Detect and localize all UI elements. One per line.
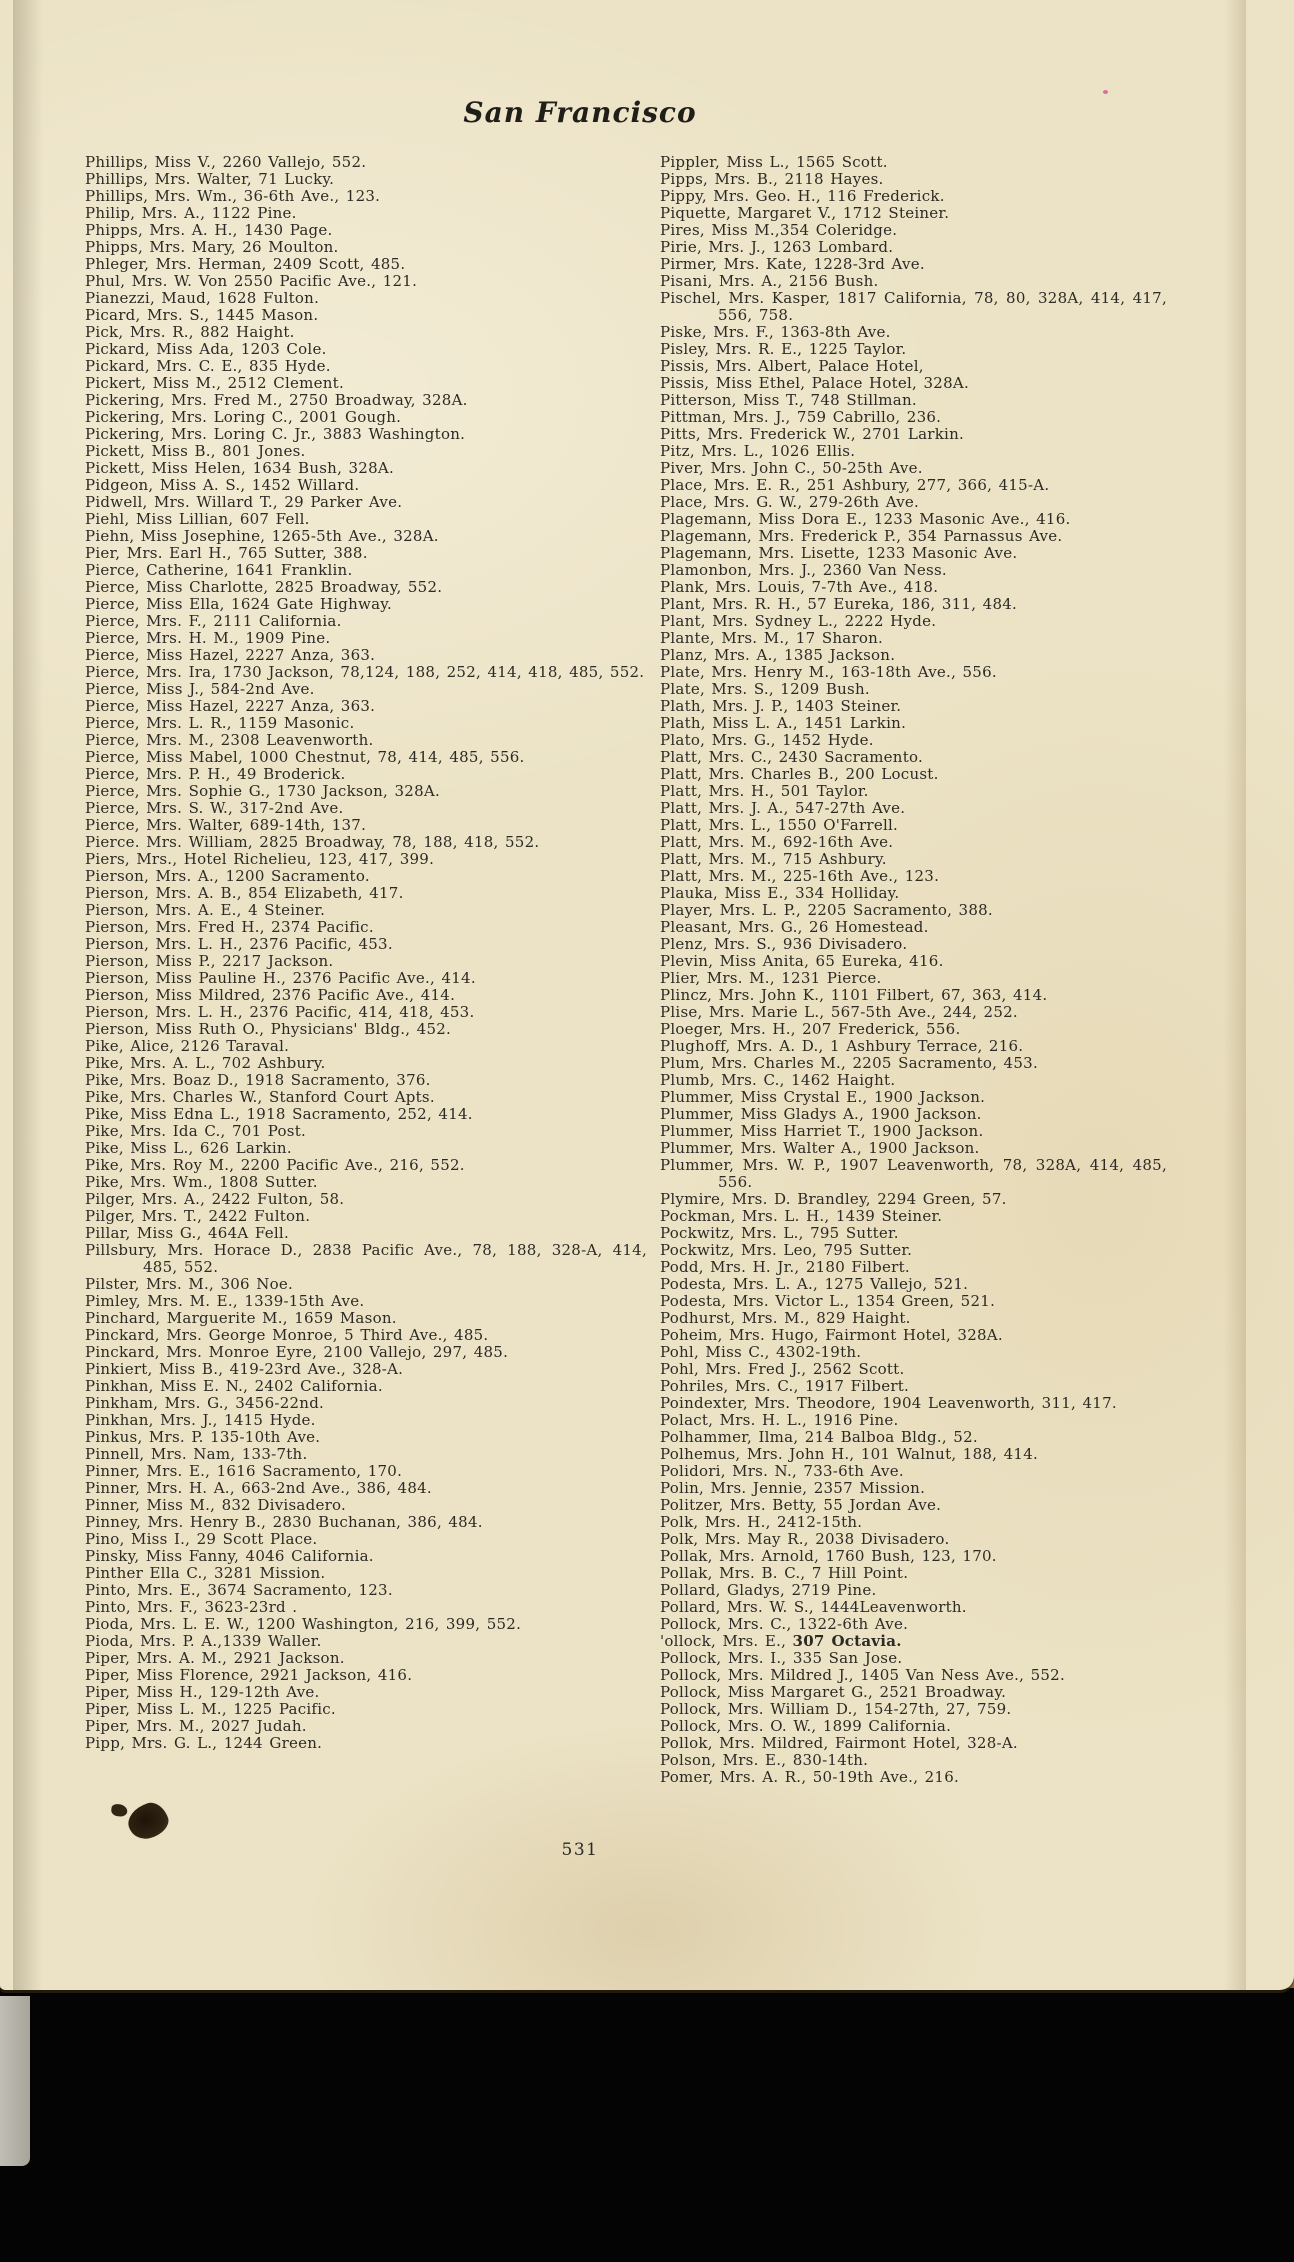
- directory-entry: Plummer, Miss Harriet T., 1900 Jackson.: [660, 1122, 984, 1140]
- directory-entry: Pierce, Mrs. H. M., 1909 Pine.: [85, 629, 331, 647]
- directory-entry: Podhurst, Mrs. M., 829 Haight.: [660, 1309, 911, 1327]
- directory-entry: Plincz, Mrs. John K., 1101 Filbert, 67, 363, 414.: [660, 986, 1048, 1004]
- directory-entry: Pinther Ella C., 3281 Mission.: [85, 1564, 326, 1582]
- directory-entry: Planz, Mrs. A., 1385 Jackson.: [660, 646, 896, 664]
- directory-entry: Phipps, Mrs. Mary, 26 Moulton.: [85, 238, 339, 256]
- directory-entry: Pierce. Mrs. William, 2825 Broadway, 78, 188, 418, 552.: [85, 833, 540, 851]
- directory-entry: Plughoff, Mrs. A. D., 1 Ashbury Terrace, 216.: [660, 1037, 1024, 1055]
- directory-entry: Plato, Mrs. G., 1452 Hyde.: [660, 731, 874, 749]
- directory-entry: Ploeger, Mrs. H., 207 Frederick, 556.: [660, 1020, 961, 1038]
- bottom-left-page-edge: [0, 1996, 30, 2166]
- directory-entry: Pierce, Mrs. Ira, 1730 Jackson, 78,124, 188, 252, 414, 418, 485, 552.: [85, 663, 645, 681]
- page-title: San Francisco: [463, 96, 697, 129]
- directory-entry: Podesta, Mrs. L. A., 1275 Vallejo, 521.: [660, 1275, 969, 1293]
- directory-entry: Pike, Mrs. Ida C., 701 Post.: [85, 1122, 307, 1140]
- directory-entry: Poindexter, Mrs. Theodore, 1904 Leavenworth, 311, 417.: [660, 1394, 1117, 1412]
- directory-entry: Pippy, Mrs. Geo. H., 116 Frederick.: [660, 187, 945, 205]
- directory-entry: Pike, Mrs. Charles W., Stanford Court Apts.: [85, 1088, 435, 1106]
- directory-entry: Plant, Mrs. R. H., 57 Eureka, 186, 311, 484.: [660, 595, 1018, 613]
- directory-entry: Plevin, Miss Anita, 65 Eureka, 416.: [660, 952, 944, 970]
- directory-entry: Pierson, Mrs. L. H., 2376 Pacific, 414, 418, 453.: [85, 1003, 475, 1021]
- directory-entry: Pike, Alice, 2126 Taraval.: [85, 1037, 290, 1055]
- directory-entry: Pohl, Mrs. Fred J., 2562 Scott.: [660, 1360, 905, 1378]
- directory-entry: Pinsky, Miss Fanny, 4046 California.: [85, 1547, 374, 1565]
- directory-entry: Pinnell, Mrs. Nam, 133-7th.: [85, 1445, 308, 1463]
- directory-entry: Pierson, Miss Mildred, 2376 Pacific Ave., 414.: [85, 986, 456, 1004]
- directory-entry: Pillar, Miss G., 464A Fell.: [85, 1224, 289, 1242]
- directory-entry: Pinto, Mrs. F., 3623-23rd .: [85, 1598, 298, 1616]
- directory-entry: Pike, Mrs. Roy M., 2200 Pacific Ave., 216, 552.: [85, 1156, 465, 1174]
- directory-entry: Pohl, Miss C., 4302-19th.: [660, 1343, 862, 1361]
- directory-entry: Pierce, Miss Hazel, 2227 Anza, 363.: [85, 697, 376, 715]
- directory-entry: Place, Mrs. G. W., 279-26th Ave.: [660, 493, 920, 511]
- directory-entry: 'ollock, Mrs. E., 307 Octavia.: [660, 1632, 902, 1650]
- directory-entry: Pollock, Mrs. C., 1322-6th Ave.: [660, 1615, 909, 1633]
- directory-entry: Plagemann, Mrs. Lisette, 1233 Masonic Ave.: [660, 544, 1018, 562]
- directory-entry: Pierce, Mrs. F., 2111 California.: [85, 612, 342, 630]
- directory-entry: Plummer, Miss Crystal E., 1900 Jackson.: [660, 1088, 986, 1106]
- directory-entry: Phillips, Miss V., 2260 Vallejo, 552.: [85, 153, 367, 171]
- directory-entry: Polhemus, Mrs. John H., 101 Walnut, 188, 414.: [660, 1445, 1039, 1463]
- directory-entry: Pillsbury, Mrs. Horace D., 2838 Pacific Ave., 78, 188, 328-A, 414, 485, 552.: [85, 1241, 647, 1276]
- directory-entry: Plant, Mrs. Sydney L., 2222 Hyde.: [660, 612, 937, 630]
- directory-entry: Pierce, Mrs. P. H., 49 Broderick.: [85, 765, 346, 783]
- directory-entry: Platt, Mrs. Charles B., 200 Locust.: [660, 765, 939, 783]
- directory-entry: Pinckard, Mrs. George Monroe, 5 Third Ave., 485.: [85, 1326, 489, 1344]
- directory-entry: Plum, Mrs. Charles M., 2205 Sacramento, 453.: [660, 1054, 1038, 1072]
- directory-entry: Poheim, Mrs. Hugo, Fairmont Hotel, 328A.: [660, 1326, 1003, 1344]
- directory-entry: Plummer, Mrs. Walter A., 1900 Jackson.: [660, 1139, 980, 1157]
- directory-entry: Pischel, Mrs. Kasper, 1817 California, 78, 80, 328A, 414, 417, 556, 758.: [660, 289, 1167, 324]
- directory-entry: Plummer, Miss Gladys A., 1900 Jackson.: [660, 1105, 982, 1123]
- directory-entry: Pohriles, Mrs. C., 1917 Filbert.: [660, 1377, 910, 1395]
- directory-entry: Piper, Mrs. M., 2027 Judah.: [85, 1717, 307, 1735]
- directory-entry: Phleger, Mrs. Herman, 2409 Scott, 485.: [85, 255, 406, 273]
- directory-entry: Pinchard, Marguerite M., 1659 Mason.: [85, 1309, 397, 1327]
- directory-entry: Platt, Mrs. H., 501 Taylor.: [660, 782, 869, 800]
- directory-entry: Pierce, Mrs. L. R., 1159 Masonic.: [85, 714, 355, 732]
- directory-entry: Plymire, Mrs. D. Brandley, 2294 Green, 57.: [660, 1190, 1007, 1208]
- directory-entry: Pierson, Mrs. A., 1200 Sacramento.: [85, 867, 370, 885]
- directory-entry: Pinner, Mrs. E., 1616 Sacramento, 170.: [85, 1462, 403, 1480]
- directory-entry: Pierson, Miss P., 2217 Jackson.: [85, 952, 334, 970]
- directory-entry: Pockman, Mrs. L. H., 1439 Steiner.: [660, 1207, 943, 1225]
- directory-entry: Piske, Mrs. F., 1363-8th Ave.: [660, 323, 891, 341]
- directory-entry: Phipps, Mrs. A. H., 1430 Page.: [85, 221, 333, 239]
- ink-blot-stain: [124, 1799, 173, 1844]
- directory-entry: Pilger, Mrs. A., 2422 Fulton, 58.: [85, 1190, 345, 1208]
- directory-entry: Pisani, Mrs. A., 2156 Bush.: [660, 272, 879, 290]
- directory-entry: Plath, Miss L. A., 1451 Larkin.: [660, 714, 907, 732]
- directory-entry: Pianezzi, Maud, 1628 Fulton.: [85, 289, 320, 307]
- directory-entry: Piehn, Miss Josephine, 1265-5th Ave., 328A.: [85, 527, 439, 545]
- directory-entry: Plier, Mrs. M., 1231 Pierce.: [660, 969, 882, 987]
- directory-entry: Pissis, Mrs. Albert, Palace Hotel,: [660, 357, 924, 375]
- directory-entry: Polk, Mrs. May R., 2038 Divisadero.: [660, 1530, 950, 1548]
- directory-columns: [85, 154, 1167, 1786]
- directory-entry: Plauka, Miss E., 334 Holliday.: [660, 884, 900, 902]
- directory-entry: Polk, Mrs. H., 2412-15th.: [660, 1513, 863, 1531]
- directory-entry: Pike, Miss L., 626 Larkin.: [85, 1139, 292, 1157]
- directory-entry: Pipps, Mrs. B., 2118 Hayes.: [660, 170, 884, 188]
- directory-entry: Plank, Mrs. Louis, 7-7th Ave., 418.: [660, 578, 939, 596]
- directory-entry: Pierson, Miss Pauline H., 2376 Pacific Ave., 414.: [85, 969, 476, 987]
- directory-entry: Pleasant, Mrs. G., 26 Homestead.: [660, 918, 929, 936]
- directory-entry: Pierce, Miss Hazel, 2227 Anza, 363.: [85, 646, 376, 664]
- directory-entry: Pomer, Mrs. A. R., 50-19th Ave., 216.: [660, 1768, 960, 1786]
- directory-entry: Piers, Mrs., Hotel Richelieu, 123, 417, 399.: [85, 850, 435, 868]
- directory-entry: Pollock, Mrs. I., 335 San Jose.: [660, 1649, 903, 1667]
- directory-entry: Pinkhan, Miss E. N., 2402 California.: [85, 1377, 383, 1395]
- directory-entry: Pickering, Mrs. Loring C. Jr., 3883 Washington.: [85, 425, 466, 443]
- pink-ink-speck: [1103, 90, 1108, 94]
- directory-entry: Pickard, Miss Ada, 1203 Cole.: [85, 340, 327, 358]
- directory-entry: Pinto, Mrs. E., 3674 Sacramento, 123.: [85, 1581, 393, 1599]
- directory-entry: Pierson, Mrs. Fred H., 2374 Pacific.: [85, 918, 374, 936]
- directory-entry: Pitterson, Miss T., 748 Stillman.: [660, 391, 917, 409]
- directory-entry: Pino, Miss I., 29 Scott Place.: [85, 1530, 318, 1548]
- directory-entry: Pisley, Mrs. R. E., 1225 Taylor.: [660, 340, 907, 358]
- directory-entry: Pipp, Mrs. G. L., 1244 Green.: [85, 1734, 323, 1752]
- directory-entry: Plate, Mrs. Henry M., 163-18th Ave., 556.: [660, 663, 997, 681]
- directory-entry: Pierce, Miss Ella, 1624 Gate Highway.: [85, 595, 393, 613]
- directory-entry: Pitts, Mrs. Frederick W., 2701 Larkin.: [660, 425, 965, 443]
- directory-entry: Polidori, Mrs. N., 733-6th Ave.: [660, 1462, 904, 1480]
- directory-entry: Pidwell, Mrs. Willard T., 29 Parker Ave.: [85, 493, 403, 511]
- directory-entry: Pinner, Mrs. H. A., 663-2nd Ave., 386, 484.: [85, 1479, 432, 1497]
- directory-entry: Pilger, Mrs. T., 2422 Fulton.: [85, 1207, 311, 1225]
- directory-entry: Polson, Mrs. E., 830-14th.: [660, 1751, 869, 1769]
- directory-entry: Pollard, Gladys, 2719 Pine.: [660, 1581, 877, 1599]
- directory-entry: Podesta, Mrs. Victor L., 1354 Green, 521.: [660, 1292, 996, 1310]
- directory-column-right: [660, 154, 1167, 1786]
- directory-entry: Pierce, Miss J., 584-2nd Ave.: [85, 680, 315, 698]
- directory-entry: Pinkiert, Miss B., 419-23rd Ave., 328-A.: [85, 1360, 404, 1378]
- directory-entry: Pioda, Mrs. L. E. W., 1200 Washington, 216, 399, 552.: [85, 1615, 522, 1633]
- directory-entry: Pimley, Mrs. M. E., 1339-15th Ave.: [85, 1292, 365, 1310]
- directory-entry: Pittman, Mrs. J., 759 Cabrillo, 236.: [660, 408, 942, 426]
- directory-entry: Platt, Mrs. J. A., 547-27th Ave.: [660, 799, 906, 817]
- directory-entry: Platt, Mrs. C., 2430 Sacramento.: [660, 748, 924, 766]
- directory-entry: Plumb, Mrs. C., 1462 Haight.: [660, 1071, 896, 1089]
- directory-entry: Plate, Mrs. S., 1209 Bush.: [660, 680, 870, 698]
- directory-entry: Piper, Miss H., 129-12th Ave.: [85, 1683, 320, 1701]
- directory-entry: Pickering, Mrs. Fred M., 2750 Broadway, 328A.: [85, 391, 468, 409]
- directory-entry: Platt, Mrs. M., 225-16th Ave., 123.: [660, 867, 940, 885]
- directory-entry: Pike, Mrs. Wm., 1808 Sutter.: [85, 1173, 318, 1191]
- directory-entry: Pierce, Miss Charlotte, 2825 Broadway, 552.: [85, 578, 443, 596]
- directory-entry: Pollak, Mrs. Arnold, 1760 Bush, 123, 170.: [660, 1547, 997, 1565]
- directory-entry: Piper, Miss L. M., 1225 Pacific.: [85, 1700, 336, 1718]
- directory-entry: Philip, Mrs. A., 1122 Pine.: [85, 204, 297, 222]
- directory-entry: Pike, Miss Edna L., 1918 Sacramento, 252, 414.: [85, 1105, 473, 1123]
- directory-entry: Piver, Mrs. John C., 50-25th Ave.: [660, 459, 923, 477]
- background-below-page: [0, 1988, 1294, 2262]
- directory-entry: Pockwitz, Mrs. Leo, 795 Sutter.: [660, 1241, 913, 1259]
- directory-entry: Pierce, Mrs. Walter, 689-14th, 137.: [85, 816, 367, 834]
- directory-entry: Pires, Miss M.,354 Coleridge.: [660, 221, 898, 239]
- directory-entry: Phillips, Mrs. Walter, 71 Lucky.: [85, 170, 335, 188]
- directory-entry: Pinkhan, Mrs. J., 1415 Hyde.: [85, 1411, 316, 1429]
- directory-entry: Pinkham, Mrs. G., 3456-22nd.: [85, 1394, 325, 1412]
- directory-entry: Picard, Mrs. S., 1445 Mason.: [85, 306, 319, 324]
- directory-entry: Pierce, Miss Mabel, 1000 Chestnut, 78, 414, 485, 556.: [85, 748, 525, 766]
- directory-entry: Podd, Mrs. H. Jr., 2180 Filbert.: [660, 1258, 910, 1276]
- page-number: 531: [561, 1840, 599, 1860]
- directory-entry: Pitz, Mrs. L., 1026 Ellis.: [660, 442, 856, 460]
- directory-entry: Pickert, Miss M., 2512 Clement.: [85, 374, 344, 392]
- directory-entry: Pollock, Mrs. Mildred J., 1405 Van Ness Ave., 552.: [660, 1666, 1065, 1684]
- directory-entry: Pockwitz, Mrs. L., 795 Sutter.: [660, 1224, 899, 1242]
- directory-entry: Pierce, Catherine, 1641 Franklin.: [85, 561, 353, 579]
- directory-column-left: [85, 154, 647, 1786]
- directory-entry: Pollok, Mrs. Mildred, Fairmont Hotel, 328-A.: [660, 1734, 1018, 1752]
- directory-entry: Pierson, Mrs. L. H., 2376 Pacific, 453.: [85, 935, 393, 953]
- directory-entry: Pickett, Miss Helen, 1634 Bush, 328A.: [85, 459, 394, 477]
- directory-entry: Pinckard, Mrs. Monroe Eyre, 2100 Vallejo, 297, 485.: [85, 1343, 509, 1361]
- directory-entry: Plise, Mrs. Marie L., 567-5th Ave., 244, 252.: [660, 1003, 1018, 1021]
- directory-entry: Pinner, Miss M., 832 Divisadero.: [85, 1496, 347, 1514]
- directory-entry: Pilster, Mrs. M., 306 Noe.: [85, 1275, 294, 1293]
- directory-entry: Polhammer, Ilma, 214 Balboa Bldg., 52.: [660, 1428, 978, 1446]
- directory-entry: Polact, Mrs. H. L., 1916 Pine.: [660, 1411, 899, 1429]
- directory-entry: Plummer, Mrs. W. P., 1907 Leavenworth, 78, 328A, 414, 485, 556.: [660, 1156, 1167, 1191]
- directory-entry: Pollock, Mrs. O. W., 1899 California.: [660, 1717, 952, 1735]
- directory-entry: Pissis, Miss Ethel, Palace Hotel, 328A.: [660, 374, 969, 392]
- directory-entry: Piquette, Margaret V., 1712 Steiner.: [660, 204, 950, 222]
- directory-entry: Pickett, Miss B., 801 Jones.: [85, 442, 306, 460]
- directory-entry: Pierson, Miss Ruth O., Physicians' Bldg., 452.: [85, 1020, 452, 1038]
- directory-entry: Player, Mrs. L. P., 2205 Sacramento, 388.: [660, 901, 993, 919]
- directory-entry: Plamonbon, Mrs. J., 2360 Van Ness.: [660, 561, 947, 579]
- directory-entry: Phillips, Mrs. Wm., 36-6th Ave., 123.: [85, 187, 381, 205]
- directory-entry: Place, Mrs. E. R., 251 Ashbury, 277, 366, 415-A.: [660, 476, 1050, 494]
- directory-entry: Polin, Mrs. Jennie, 2357 Mission.: [660, 1479, 926, 1497]
- directory-entry: Piehl, Miss Lillian, 607 Fell.: [85, 510, 310, 528]
- directory-entry: Pickering, Mrs. Loring C., 2001 Gough.: [85, 408, 402, 426]
- directory-entry: Pierson, Mrs. A. B., 854 Elizabeth, 417.: [85, 884, 404, 902]
- directory-entry: Pickard, Mrs. C. E., 835 Hyde.: [85, 357, 331, 375]
- directory-entry: Plagemann, Miss Dora E., 1233 Masonic Ave., 416.: [660, 510, 1071, 528]
- directory-entry: Pippler, Miss L., 1565 Scott.: [660, 153, 888, 171]
- directory-entry: Pierce, Mrs. Sophie G., 1730 Jackson, 328A.: [85, 782, 440, 800]
- directory-entry: Piper, Miss Florence, 2921 Jackson, 416.: [85, 1666, 413, 1684]
- directory-entry: Pierson, Mrs. A. E., 4 Steiner.: [85, 901, 326, 919]
- directory-entry: Pierce, Mrs. S. W., 317-2nd Ave.: [85, 799, 344, 817]
- directory-entry: Pinney, Mrs. Henry B., 2830 Buchanan, 386, 484.: [85, 1513, 483, 1531]
- directory-entry: Pick, Mrs. R., 882 Haight.: [85, 323, 295, 341]
- directory-entry: Plath, Mrs. J. P., 1403 Steiner.: [660, 697, 902, 715]
- directory-entry: Plenz, Mrs. S., 936 Divisadero.: [660, 935, 908, 953]
- directory-entry: Pirie, Mrs. J., 1263 Lombard.: [660, 238, 894, 256]
- directory-entry: Plante, Mrs. M., 17 Sharon.: [660, 629, 884, 647]
- directory-entry: Politzer, Mrs. Betty, 55 Jordan Ave.: [660, 1496, 942, 1514]
- directory-entry: Pollak, Mrs. B. C., 7 Hill Point.: [660, 1564, 909, 1582]
- directory-entry: Pike, Mrs. A. L., 702 Ashbury.: [85, 1054, 326, 1072]
- directory-entry: Platt, Mrs. M., 692-16th Ave.: [660, 833, 894, 851]
- directory-entry: Pirmer, Mrs. Kate, 1228-3rd Ave.: [660, 255, 925, 273]
- directory-entry: Pike, Mrs. Boaz D., 1918 Sacramento, 376.: [85, 1071, 431, 1089]
- directory-entry: Pioda, Mrs. P. A.,1339 Waller.: [85, 1632, 322, 1650]
- directory-entry: Platt, Mrs. M., 715 Ashbury.: [660, 850, 887, 868]
- directory-entry: Pinkus, Mrs. P. 135-10th Ave.: [85, 1428, 321, 1446]
- directory-entry: Pollock, Mrs. William D., 154-27th, 27, 759.: [660, 1700, 1012, 1718]
- directory-entry: Pollock, Miss Margaret G., 2521 Broadway.: [660, 1683, 1007, 1701]
- directory-entry: Phul, Mrs. W. Von 2550 Pacific Ave., 121.: [85, 272, 418, 290]
- directory-entry: Pidgeon, Miss A. S., 1452 Willard.: [85, 476, 360, 494]
- directory-entry: Pierce, Mrs. M., 2308 Leavenworth.: [85, 731, 374, 749]
- directory-entry: Piper, Mrs. A. M., 2921 Jackson.: [85, 1649, 345, 1667]
- directory-entry: Pollard, Mrs. W. S., 1444Leavenworth.: [660, 1598, 967, 1616]
- directory-entry: Platt, Mrs. L., 1550 O'Farrell.: [660, 816, 899, 834]
- directory-entry: Plagemann, Mrs. Frederick P., 354 Parnassus Ave.: [660, 527, 1063, 545]
- directory-entry: Pier, Mrs. Earl H., 765 Sutter, 388.: [85, 544, 368, 562]
